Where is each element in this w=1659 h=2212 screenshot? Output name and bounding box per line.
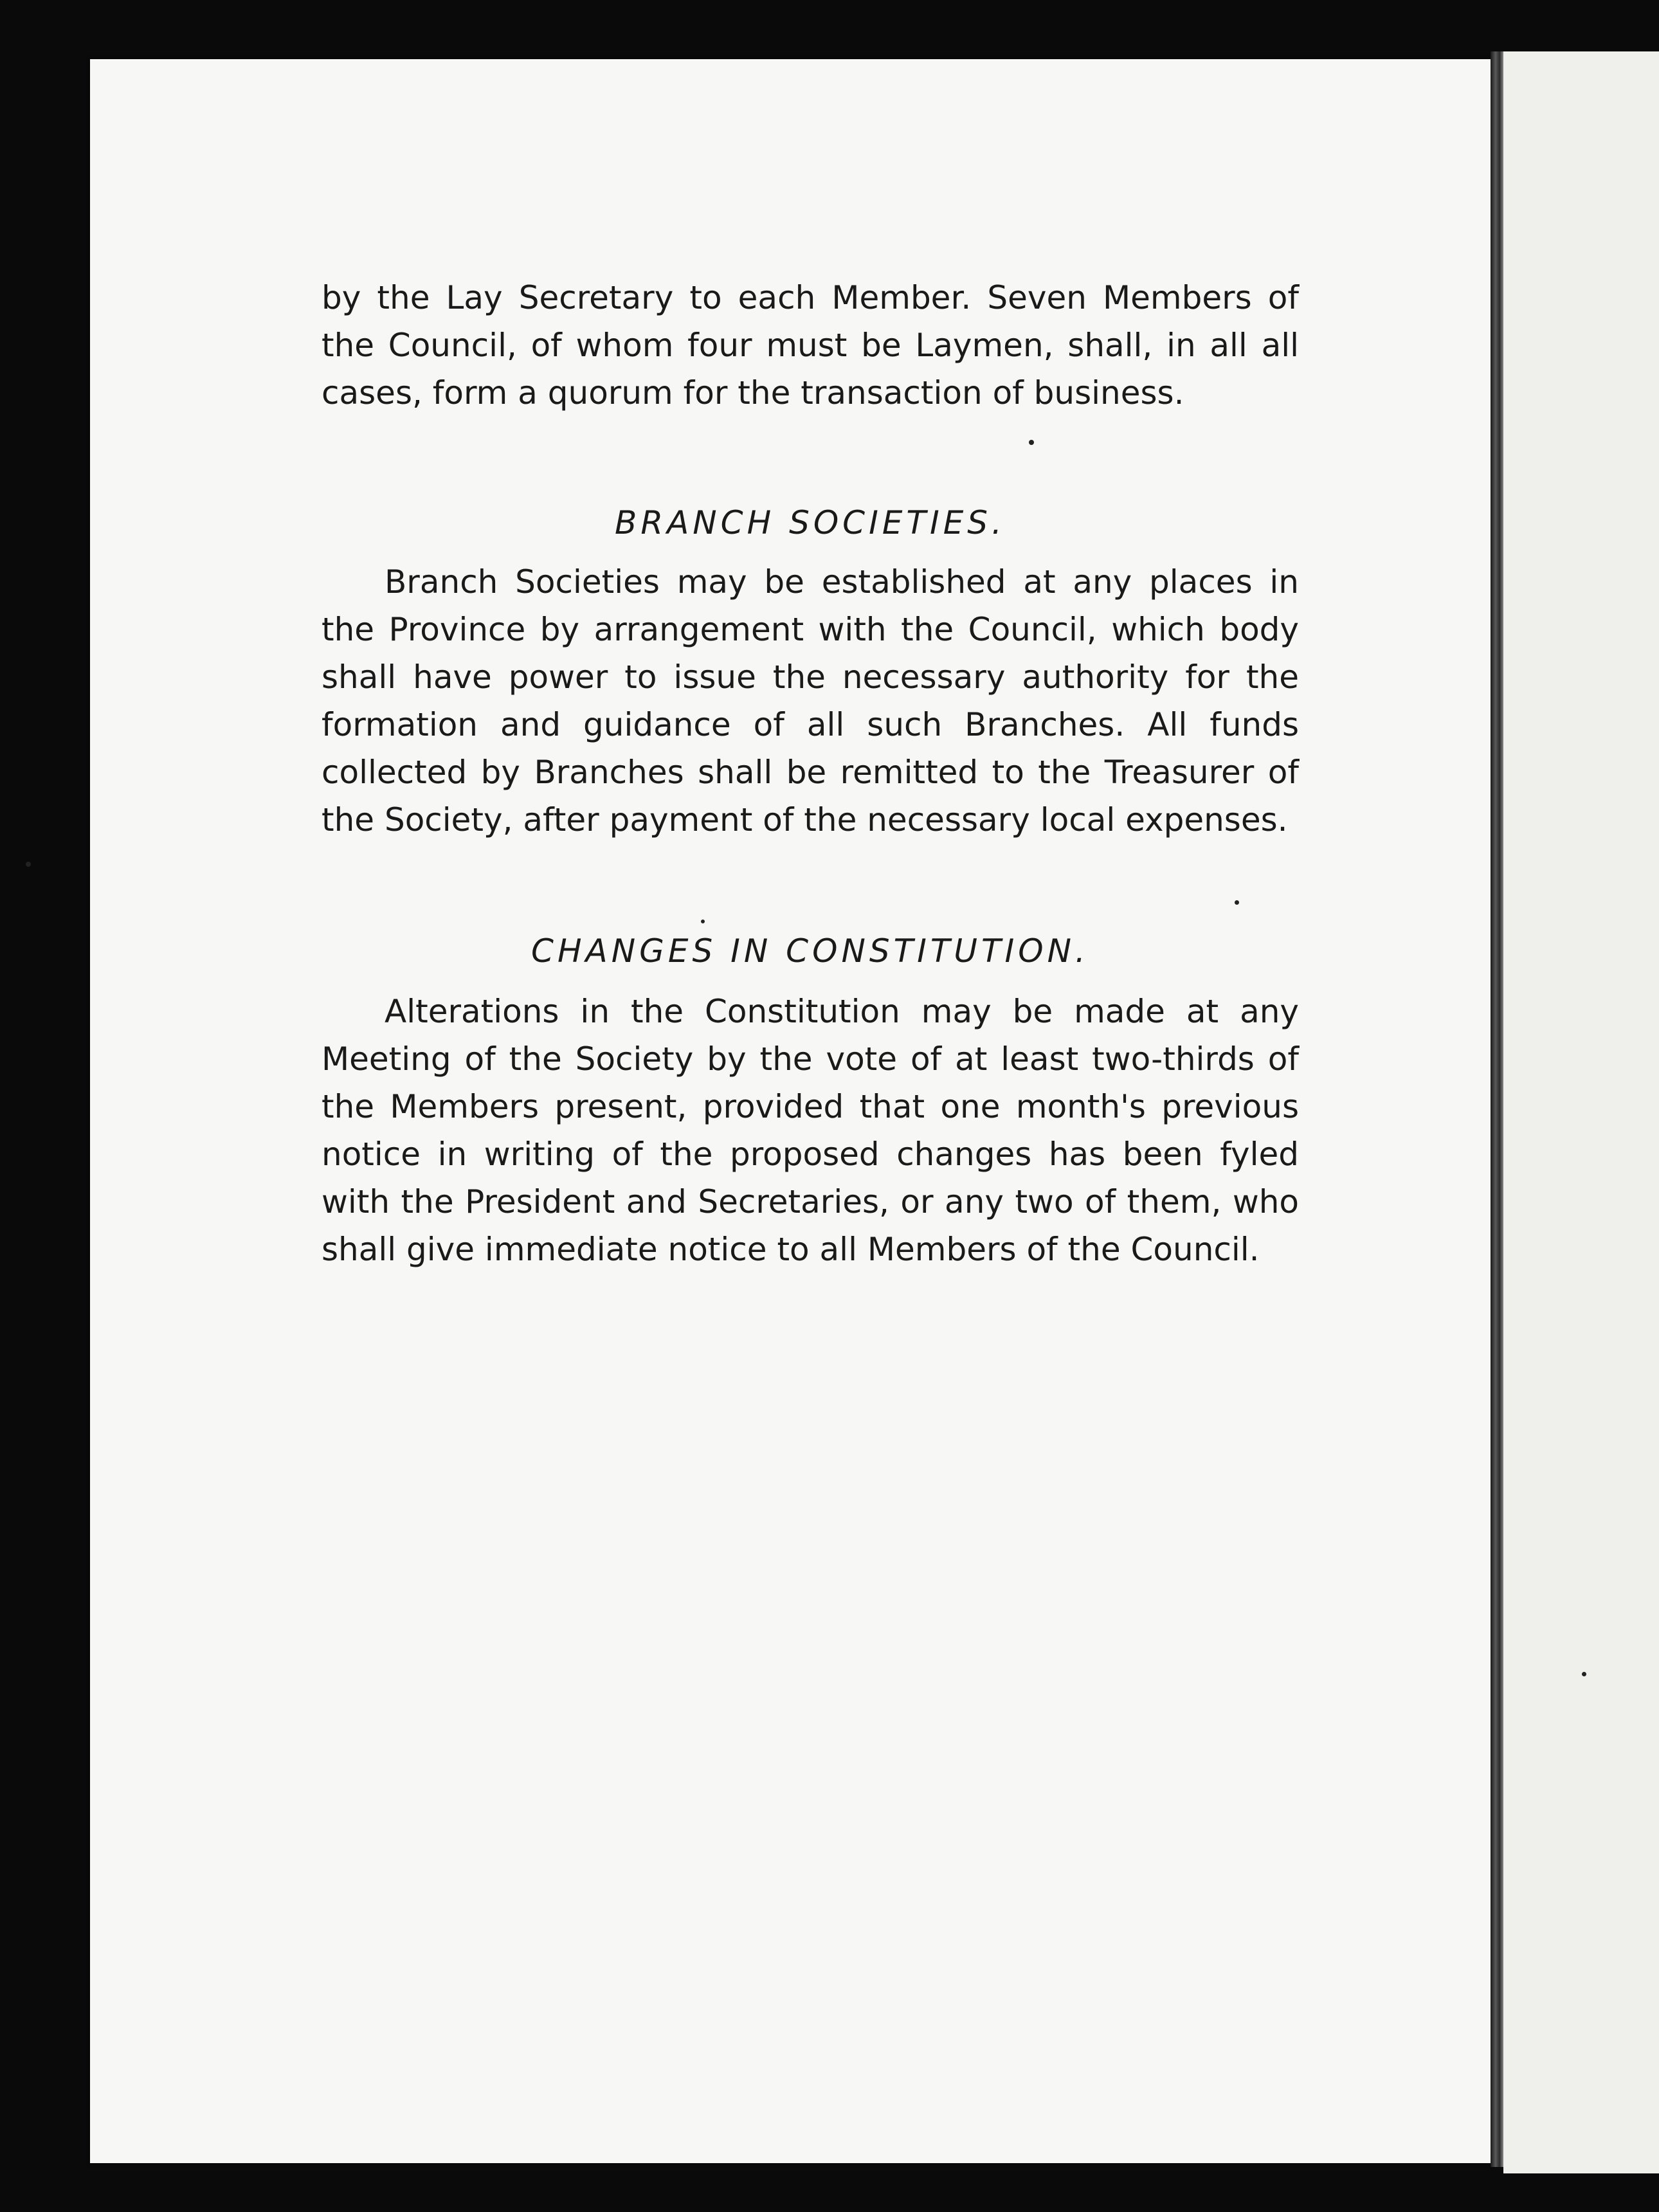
changes-constitution-body-block	[322, 988, 1299, 1273]
dust-speck	[1029, 440, 1034, 445]
branch-societies-heading-block	[322, 499, 1299, 547]
branch-societies-body-block	[322, 558, 1299, 844]
changes-constitution-heading-block	[322, 927, 1299, 975]
facing-page-edge	[1503, 51, 1659, 2173]
dust-speck	[1235, 900, 1239, 905]
section-body-branch-societies: Branch Societies may be established at any places in the Province by arrangement with the Council, which body shall have power to issue the necessary authority for the formation and guidance of all such Branches. All funds collected by Branches shall be remitted to the Treasurer of the Society, after payment of the necessary local expenses.	[322, 563, 1299, 839]
section-heading-changes-in-constitution: CHANGES IN CONSTITUTION.	[531, 932, 1089, 970]
continuation-paragraph: by the Lay Secretary to each Member. Seven Members of the Council, of whom four must be Laymen, shall, in all all cases, form a quorum for the transaction of business.	[322, 279, 1299, 412]
section-body-changes-in-constitution: Alterations in the Constitution may be made at any Meeting of the Society by the vote of at least two-thirds of the Members present, provided that one month's previous notice in writing of the proposed changes has been fyled with the President and Secretaries, or any two of them, who shall give immediate notice to all Members of the Council.	[322, 993, 1299, 1268]
dust-speck	[701, 920, 705, 923]
section-heading-branch-societies: BRANCH SOCIETIES.	[615, 504, 1006, 541]
dust-speck	[26, 862, 31, 867]
dust-speck	[1582, 1672, 1586, 1676]
book-spine	[1491, 51, 1503, 2167]
continuation-paragraph-block	[322, 274, 1299, 417]
